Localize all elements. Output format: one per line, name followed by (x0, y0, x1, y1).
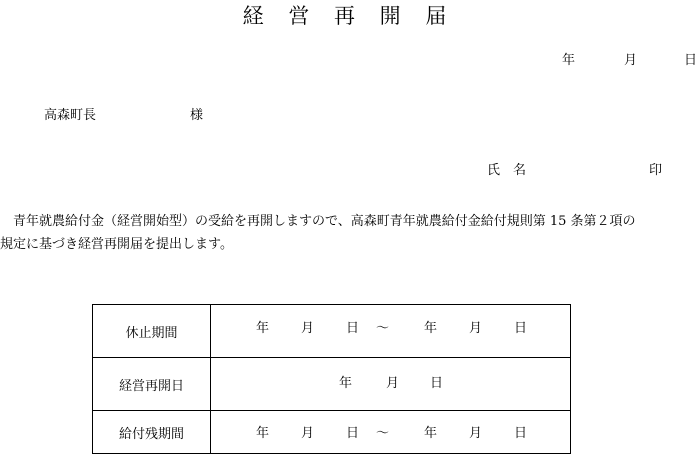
date-month-label: 月 (624, 53, 638, 68)
range-separator: ～ (376, 321, 390, 336)
end-month-label: 月 (469, 426, 483, 441)
start-day-label: 日 (346, 426, 360, 441)
end-year-label: 年 (424, 321, 438, 336)
body-line-2: 規定に基づき経営再開届を提出します。 (0, 237, 233, 252)
start-day-label: 日 (346, 321, 360, 336)
remaining-period-field[interactable] (211, 411, 571, 454)
table-row (93, 305, 571, 358)
start-month-label: 月 (301, 321, 315, 336)
range-separator: ～ (376, 426, 390, 441)
end-month-label: 月 (469, 321, 483, 336)
row-label: 休止期間 (93, 305, 211, 358)
resumption-date-field[interactable] (211, 358, 571, 411)
addressee: 高森町長 (44, 108, 97, 123)
date-year-label: 年 (339, 376, 353, 391)
table-row (93, 411, 571, 454)
name-label: 氏名 (487, 163, 540, 178)
start-year-label: 年 (256, 426, 270, 441)
table-row (93, 358, 571, 411)
end-day-label: 日 (514, 426, 528, 441)
document-title: 経 営 再 開 届 (242, 4, 456, 28)
seal-mark: 印 (649, 163, 663, 178)
row-label: 経営再開日 (93, 358, 211, 411)
end-day-label: 日 (514, 321, 528, 336)
body-text (0, 210, 698, 256)
end-year-label: 年 (424, 426, 438, 441)
row-label: 給付残期間 (93, 411, 211, 454)
date-day-label: 日 (684, 53, 698, 68)
body-line-1: 青年就農給付金（経営開始型）の受給を再開しますので、高森町青年就農給付金給付規則第 15 条第２項の (13, 214, 636, 229)
date-month-label: 月 (386, 376, 400, 391)
date-day-label: 日 (430, 376, 444, 391)
start-year-label: 年 (256, 321, 270, 336)
form-table (92, 304, 571, 454)
addressee-suffix: 様 (190, 108, 204, 123)
suspension-period-field[interactable] (211, 305, 571, 358)
start-month-label: 月 (301, 426, 315, 441)
date-year-label: 年 (562, 53, 576, 68)
